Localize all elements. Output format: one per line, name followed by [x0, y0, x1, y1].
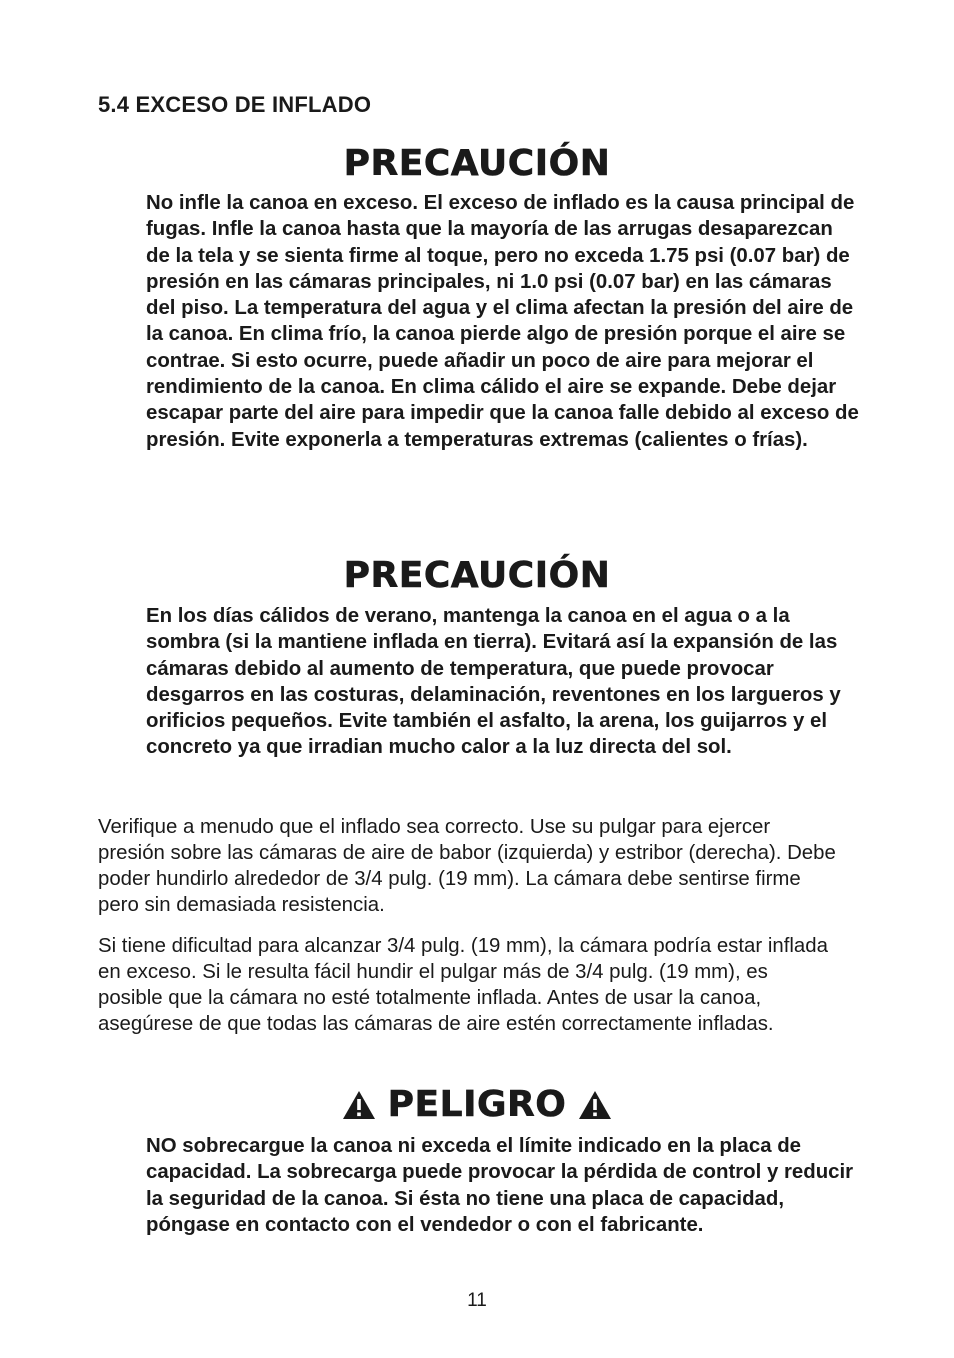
paragraph-inflation-difficulty: Si tiene dificultad para alcanzar 3/4 pulg. (19 mm), la cámara podría estar inflada en exceso. Si le resulta fácil hundir el pulgar más de 3/4 pulg. (19 mm), es posible que la cámara no esté totalmente inflada. Antes de usar la canoa, asegúrese de que todas las cámaras de aire estén correctamente infladas.	[98, 935, 828, 1036]
caution-heading-1: PRECAUCIÓN	[343, 143, 611, 184]
caution-text-2: En los días cálidos de verano, mantenga la canoa en el agua o a la sombra (si la mantiene inflada en tierra). Evitará así la expansión de las cámaras debido al aumento de temperatura, que puede provocar desgarros en las costuras, delaminación, reventones en los largueros y orificios pequeños. Evite también el asfalto, la arena, los guijarros y el concreto ya que irradian mucho calor a la luz directa del sol.	[146, 605, 841, 759]
danger-heading-label: PELIGRO	[387, 1084, 567, 1125]
section-heading: 5.4 EXCESO DE INFLADO	[98, 92, 372, 117]
caution-text-1: No infle la canoa en exceso. El exceso de inflado es la causa principal de fugas. Infle la canoa hasta que la mayoría de las arrugas desaparezcan de la tela y se sienta firme al toque, pero no exceda 1.75 psi (0.07 bar) de presión en las cámaras principales, ni 1.0 psi (0.07 bar) en las cámaras del piso. La temperatura del agua y el clima afectan la presión del aire de la canoa. En clima frío, la canoa pierde algo de presión porque el aire se contrae. Si esto ocurre, puede añadir un poco de aire para mejorar el rendimiento de la canoa. En clima cálido el aire se expande. Debe dejar escapar parte del aire para impedir que la canoa falle debido al exceso de presión. Evite exponerla a temperaturas extremas (calientes o frías).	[146, 192, 859, 451]
paragraph-inflation-check: Verifique a menudo que el inflado sea correcto. Use su pulgar para ejercer presión sobre las cámaras de aire de babor (izquierda) y estribor (derecha). Debe poder hundirlo alrededor de 3/4 pulg. (19 mm). La cámara debe sentirse firme pero sin demasiada resistencia.	[98, 816, 836, 917]
warning-triangle-icon	[342, 1090, 376, 1120]
danger-text: NO sobrecargue la canoa ni exceda el límite indicado en la placa de capacidad. La sobrecarga puede provocar la pérdida de control y reducir la seguridad de la canoa. Si ésta no tiene una placa de capacidad, póngase en contacto con el vendedor o con el fabricante.	[146, 1135, 854, 1236]
caution-heading-2: PRECAUCIÓN	[343, 555, 611, 596]
page-number: 11	[467, 1290, 487, 1311]
warning-triangle-icon	[578, 1090, 612, 1120]
danger-heading	[0, 1084, 954, 1125]
